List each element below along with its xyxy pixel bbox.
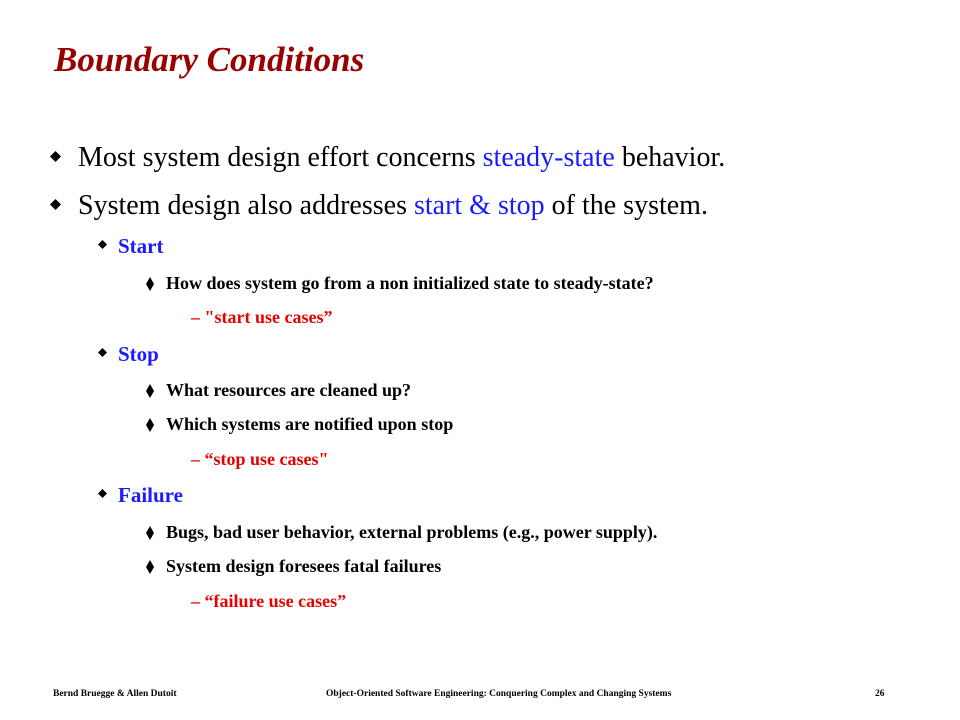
sub-bullet-text: How does system go from a non initialized state to steady-state? [166, 273, 654, 293]
diamond-bullet-icon [50, 199, 61, 210]
slide-title: Boundary Conditions [54, 40, 365, 79]
subheading-label: Failure [118, 483, 183, 507]
bullet-highlight: start & stop [413, 190, 545, 221]
use-case-stop: – “stop use cases" [191, 449, 329, 469]
bullet-text: Most system design effort concerns [78, 142, 483, 173]
diamond-bullet-icon [146, 526, 154, 540]
subheading-label: Stop [118, 342, 159, 366]
sub-bullet-text: System design foresees fatal failures [166, 556, 442, 576]
diamond-bullet-icon [98, 240, 107, 249]
footer-authors: Bernd Bruegge & Allen Dutoit [53, 689, 177, 699]
footer-book-title: Object-Oriented Software Engineering: Conquering Complex and Changing Systems [326, 689, 672, 699]
diamond-bullet-icon [146, 418, 154, 432]
diamond-bullet-icon [98, 348, 107, 357]
use-case-failure: – “failure use cases” [191, 591, 347, 611]
footer-page-number: 26 [875, 689, 885, 699]
use-case-start: – "start use cases” [191, 307, 333, 327]
sub-bullet-text: Bugs, bad user behavior, external problems (e.g., power supply). [166, 522, 658, 542]
bullet-highlight: steady-state [482, 142, 615, 173]
diamond-bullet-icon [146, 384, 154, 398]
sub-bullet-text: Which systems are notified upon stop [166, 414, 454, 434]
subheading-label: Start [118, 234, 164, 258]
sub-bullet-text: What resources are cleaned up? [166, 380, 411, 400]
diamond-bullet-icon [146, 560, 154, 574]
diamond-bullet-icon [146, 277, 154, 291]
bullet-text-end: behavior. [614, 142, 726, 173]
bullet-text: System design also addresses [78, 190, 414, 221]
diamond-bullet-icon [98, 489, 107, 498]
diamond-bullet-icon [50, 151, 61, 162]
bullet-text-end: of the system. [544, 190, 708, 221]
